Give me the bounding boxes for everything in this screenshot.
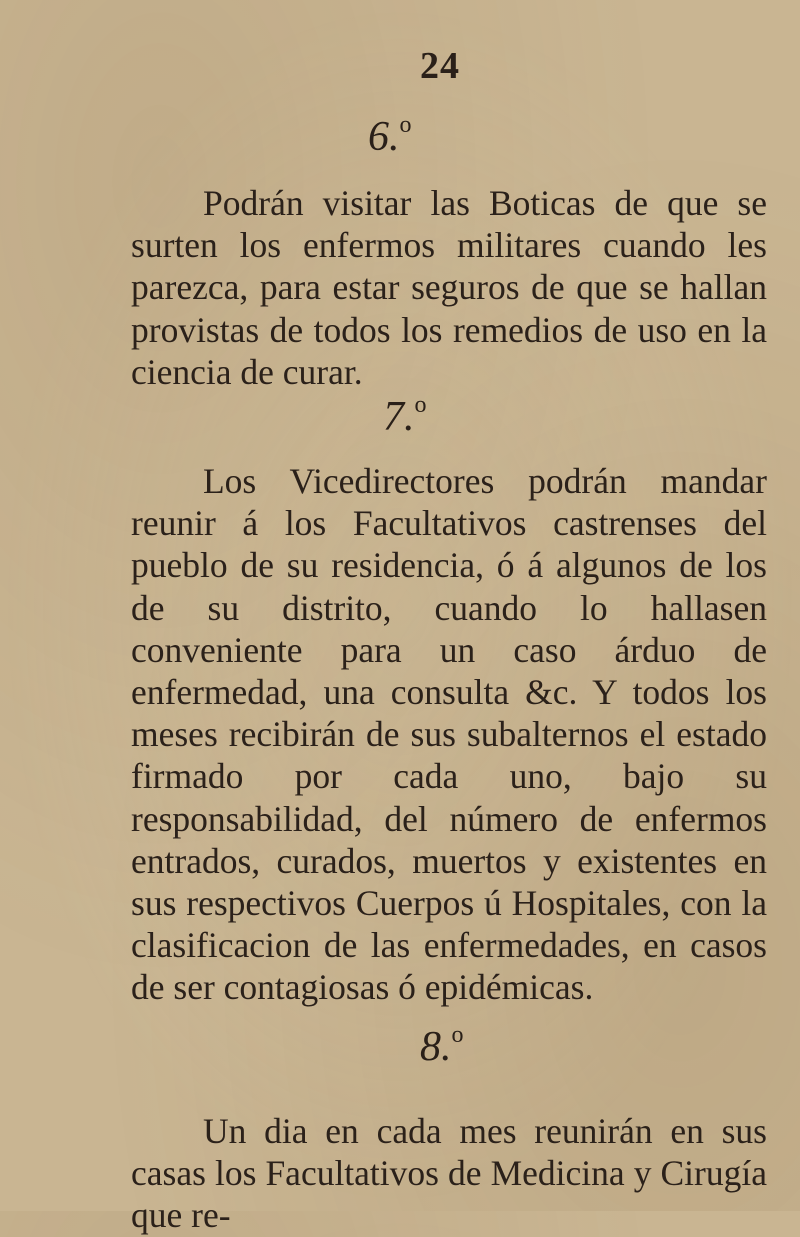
- article-number-8-value: 8.: [420, 1024, 452, 1070]
- article-number-6-ordinal: o: [399, 112, 412, 138]
- article-8-body: Un dia en cada mes reunirán en sus casas los Facultativos de Medicina y Cirugía que re-: [131, 1111, 767, 1236]
- article-6-body: Podrán visitar las Boticas de que se surten los enfermos militares cuando les parezca, para estar seguros de que se hallan provistas de todos los remedios de uso en la ciencia de curar.: [131, 183, 767, 392]
- article-number-7-value: 7.: [383, 394, 415, 440]
- article-8-text: [131, 1110, 767, 1237]
- article-6-text: [131, 182, 767, 393]
- article-number-6: [368, 112, 412, 161]
- article-7-text: [131, 460, 767, 1009]
- article-number-7: [383, 392, 427, 441]
- article-number-6-value: 6.: [368, 114, 400, 160]
- article-number-8: [420, 1022, 464, 1071]
- article-number-8-ordinal: o: [451, 1022, 464, 1048]
- page-number: 24: [420, 45, 460, 87]
- article-number-7-ordinal: o: [414, 392, 427, 418]
- article-7-body: Los Vicedirectores podrán mandar reunir á los Facultativos castrenses del pueblo de su residencia, ó á algunos de los de su distrito, cuando lo hallasen conveniente para un caso árduo de enfermedad, una consulta &c. Y todos los meses recibirán de sus subalternos el estado firmado por cada uno, bajo su responsabilidad, del número de enfermos entrados, curados, muertos y existentes en sus respectivos Cuerpos ú Hospitales, con la clasificacion de las enfermedades, en casos de ser contagiosas ó epidémicas.: [131, 461, 767, 1008]
